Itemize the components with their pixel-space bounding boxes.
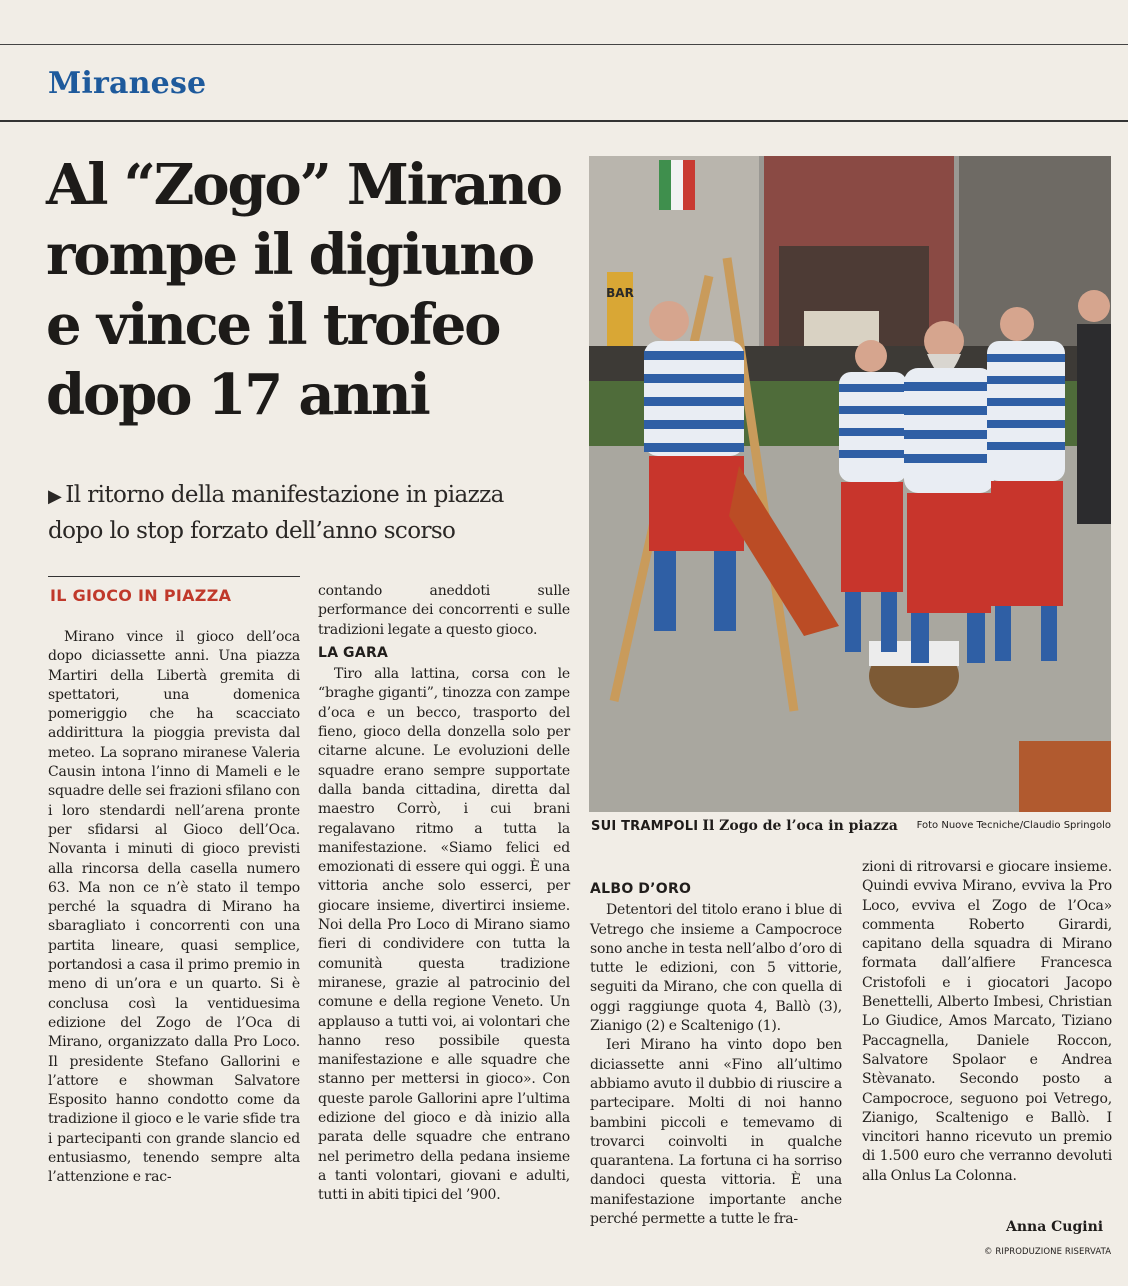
section-title: Miranese bbox=[48, 66, 207, 101]
headline-line: rompe il digiuno bbox=[46, 222, 533, 288]
kicker: IL GIOCO IN PIAZZA bbox=[50, 586, 232, 605]
subsection-heading: ALBO D’ORO bbox=[590, 881, 692, 897]
article-photo bbox=[589, 156, 1111, 812]
paragraph: Detentori del titolo erano i blue di Vetrego che insieme a Campocroce sono anche in testa nell’albo d’oro di tutte le edizioni, con 5 vittorie, seguiti da Mirano, che con quella di oggi raggiunge quota 4, Ballò (3), Zianigo (2) e Scaltenigo (1). bbox=[590, 902, 842, 1035]
photo-illustration bbox=[589, 156, 1111, 812]
caption-label: SUI TRAMPOLI bbox=[591, 819, 699, 834]
headline-line: dopo 17 anni bbox=[46, 362, 429, 428]
triangle-marker-icon: ▶ bbox=[48, 486, 62, 507]
author-byline: Anna Cugini bbox=[1006, 1219, 1104, 1235]
photo-caption bbox=[591, 818, 1111, 834]
spectator bbox=[1077, 290, 1111, 524]
headline bbox=[46, 150, 586, 430]
subheadline-line: dopo lo stop forzato dell’anno scorso bbox=[48, 518, 456, 544]
headline-line: Al “Zogo” Mirano bbox=[46, 152, 561, 218]
paragraph: Mirano vince il gioco dell’oca dopo diciassette anni. Una piazza Martiri della Libertà gremita di spettatori, una domenica pomeriggio che ha scacciato addirittura la pioggia prevista dal meteo. La soprano miranese Valeria Causin intona l’inno di Mameli e le squadre delle sei frazioni sfilano con i loro stendardi nell’arena pronte per sfidarsi al Gioco dell’Oca. Novanta i minuti di gioco previsti alla rincorsa della casella numero 63. Ma non ce n’è stato il tempo perché la squadra di Mirano ha sbaragliato i concorrenti con una partita lineare, quasi semplice, portandosi a casa il primo premio in meno di un’ora e un quarto. Si è conclusa così la ventiduesima edizione del Zogo de l’Oca di Mirano, organizzato dalla Pro Loco. Il presidente Stefano Gallorini e l’attore e showman Salvatore Esposito hanno condotto come da tradizione il gioco e le varie sfide tra i partecipanti con grande slancio ed entusiasmo, tenendo sempre alta l’attenzione e rac- bbox=[48, 629, 300, 1186]
caption-text: Il Zogo de l’oca in piazza bbox=[702, 818, 898, 834]
subsection-heading: LA GARA bbox=[318, 644, 389, 661]
paragraph: zioni di ritrovarsi e giocare insieme. Quindi evviva Mirano, evviva la Pro Loco, evviva el Zogo de l’Oca» commenta Roberto Girardi, capitano della squadra di Mirano formata dall’alfiere Francesca Cristofoli e i giocatori Jacopo Benettelli, Alberto Imbesi, Christian Lo Giudice, Amos Marcato, Tiziano Paccagnella, Daniele Roccon, Salvatore Spolaor e Andrea Stèvanato. Secondo posto a Campocroce, seguono poi Vetrego, Zianigo, Scaltenigo e Ballò. I vincitori hanno ricevuto un premio di 1.500 euro che verranno devoluti alla Onlus La Colonna. bbox=[862, 859, 1112, 1184]
copyright-notice: © RIPRODUZIONE RISERVATA bbox=[984, 1247, 1112, 1257]
headline-line: e vince il trofeo bbox=[46, 292, 500, 358]
kicker-rule bbox=[48, 576, 300, 577]
team-member bbox=[904, 321, 994, 663]
article-column-4 bbox=[862, 858, 1112, 1186]
article-column-1 bbox=[48, 628, 300, 1188]
paragraph: Ieri Mirano ha vinto dopo ben diciassette anni «Fino all’ultimo abbiamo avuto il dubbio di riuscire a partecipare. Molti di noi hanno bambini piccoli e temevamo di trovarci coinvolti in qualche quarantena. La fortuna ci ha sorriso dandoci questa vittoria. È una manifestazione importante anche perché permette a tutte le fra- bbox=[590, 1037, 842, 1228]
subheadline-line: Il ritorno della manifestazione in piazza bbox=[65, 482, 504, 508]
section-rule bbox=[0, 120, 1128, 122]
photo-credit: Foto Nuove Tecniche/Claudio Springolo bbox=[916, 820, 1111, 831]
top-rule bbox=[0, 44, 1128, 45]
article-column-2 bbox=[318, 582, 570, 1206]
paragraph: Tiro alla lattina, corsa con le “braghe giganti”, tinozza con zampe d’oca e un becco, trasporto del fieno, gioco della donzella solo per citarne alcune. Le evoluzioni delle squadre erano sempre supportate dalla banda cittadina, diretta dal maestro Corrò, i cui brani regalavano ritmo a tutta la manifestazione. «Siamo felici ed emozionati di essere qui oggi. È una vittoria anche solo esserci, per giocare insieme, divertirci insieme. Noi della Pro Loco di Mirano siamo fieri di condividere con tutta la comunità questa tradizione miranese, grazie al patrocinio del comune e della regione Veneto. Un applauso a tutti voi, ai volontari che hanno reso possibile questa manifestazione e alle squadre che stanno per mettersi in gioco». Con queste parole Gallorini apre l’ultima edizione del gioco e dà inizio alla parata delle squadre che entrano nel perimetro della pedana insieme a tanti volontari, giovani e adulti, tutti in abiti tipici del ’900. bbox=[318, 666, 570, 1204]
subheadline bbox=[48, 478, 588, 548]
bar-sign: BAR bbox=[606, 286, 634, 300]
article-column-3 bbox=[590, 876, 842, 1229]
paragraph: contando aneddoti sulle performance dei concorrenti e sulle tradizioni legate a questo gioco. bbox=[318, 583, 570, 638]
